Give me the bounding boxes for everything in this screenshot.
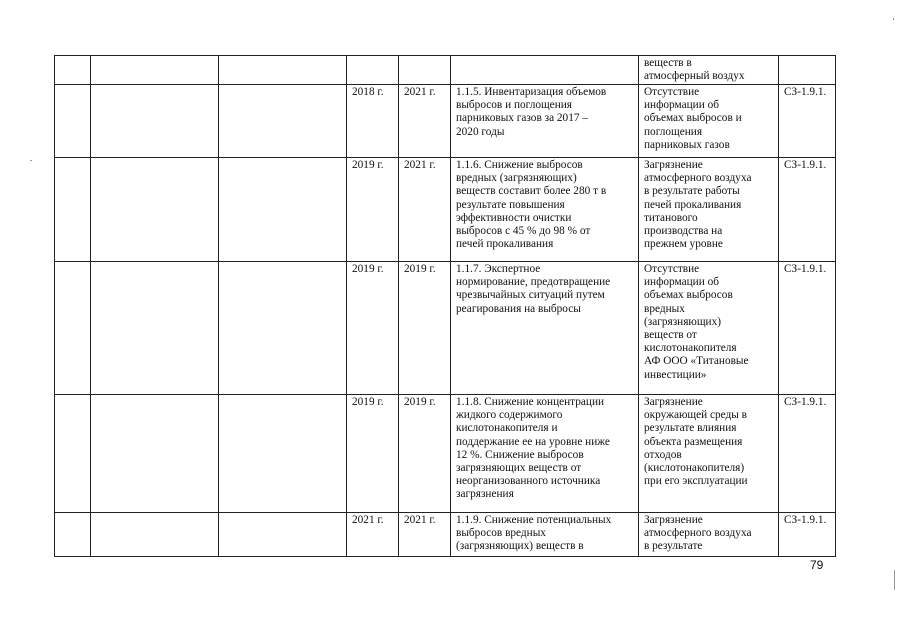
cell-problem-line: парниковых газов <box>644 138 730 151</box>
cell-measure-line: реагирования на выбросы <box>456 302 581 315</box>
cell-code: СЗ-1.9.1. <box>779 85 836 158</box>
cell-problem-line: прежнем уровне <box>644 238 723 251</box>
table-row <box>55 513 836 557</box>
scan-artifact <box>30 160 32 161</box>
cell-objective <box>91 395 219 513</box>
cell-task <box>219 56 347 85</box>
table-row <box>55 56 836 85</box>
cell-measure <box>451 56 639 85</box>
cell-problem-line: атмосферного воздуха <box>644 172 752 185</box>
cell-problem <box>639 395 779 513</box>
cell-measure-line: 1.1.8. Снижение концентрации <box>456 396 605 408</box>
cell-problem-line: веществ от <box>644 329 697 342</box>
cell-measure-line: кислотонакопителя и <box>456 422 558 435</box>
cell-measure-line: 1.1.6. Снижение выбросов <box>456 159 583 171</box>
cell-problem-line: объемах выбросов <box>644 289 733 302</box>
cell-measure-line: выбросов с 45 % до 98 % от <box>456 225 591 238</box>
cell-objective <box>91 158 219 262</box>
cell-problem-line: отходов <box>644 448 682 461</box>
cell-measure-line: результате повышения <box>456 198 565 211</box>
cell-start-year: 2018 г. <box>347 85 399 158</box>
cell-problem-line: производства на <box>644 225 723 238</box>
cell-number <box>55 262 91 395</box>
cell-problem-line: окружающей среды в <box>644 409 748 422</box>
cell-problem-line: Загрязнение <box>644 159 703 171</box>
cell-task <box>219 85 347 158</box>
cell-measure <box>451 262 639 395</box>
cell-objective <box>91 513 219 557</box>
cell-problem-line: Загрязнение <box>644 396 703 408</box>
cell-number <box>55 85 91 158</box>
table-row <box>55 395 836 513</box>
cell-start-year: 2019 г. <box>347 158 399 262</box>
cell-problem-line: веществ в <box>644 57 692 69</box>
cell-start-year: 2019 г. <box>347 395 399 513</box>
cell-problem-line: Отсутствие <box>644 263 700 275</box>
cell-measure-line: 1.1.9. Снижение потенциальных <box>456 514 612 526</box>
cell-measure-line: эффективности очистки <box>456 211 572 224</box>
cell-number <box>55 158 91 262</box>
cell-measure <box>451 513 639 557</box>
cell-problem-line: объемах выбросов и <box>644 112 742 125</box>
cell-problem <box>639 56 779 85</box>
cell-measure-line: (загрязняющих) веществ в <box>456 540 584 553</box>
cell-problem <box>639 513 779 557</box>
cell-measure-line: выбросов и поглощения <box>456 99 572 112</box>
cell-problem-line: печей прокаливания <box>644 198 742 211</box>
cell-problem-line: поглощения <box>644 125 703 138</box>
cell-measure-line: печей прокаливания <box>456 238 554 251</box>
cell-measure-line: неорганизованного источника <box>456 475 601 488</box>
cell-measure-line: загрязнения <box>456 488 514 501</box>
cell-start-year: 2019 г. <box>347 262 399 395</box>
cell-end-year: 2021 г. <box>399 513 451 557</box>
cell-problem-line: результате влияния <box>644 422 737 435</box>
cell-problem-line: Загрязнение <box>644 514 703 526</box>
cell-problem-line: титанового <box>644 211 698 224</box>
cell-code: СЗ-1.9.1. <box>779 262 836 395</box>
cell-end-year: 2019 г. <box>399 262 451 395</box>
cell-problem <box>639 158 779 262</box>
cell-problem-line: при его эксплуатации <box>644 475 748 488</box>
cell-measure-line: жидкого содержимого <box>456 409 563 422</box>
measures-table <box>54 55 836 557</box>
cell-problem-line: вредных <box>644 302 685 315</box>
scan-artifact <box>894 570 895 590</box>
cell-measure <box>451 85 639 158</box>
cell-number <box>55 56 91 85</box>
cell-problem <box>639 85 779 158</box>
cell-code: СЗ-1.9.1. <box>779 158 836 262</box>
cell-objective <box>91 85 219 158</box>
cell-start-year: 2021 г. <box>347 513 399 557</box>
cell-problem-line: информации об <box>644 99 719 112</box>
cell-problem-line: объекта размещения <box>644 435 743 448</box>
cell-end-year: 2021 г. <box>399 85 451 158</box>
cell-task <box>219 158 347 262</box>
cell-problem-line: (загрязняющих) <box>644 315 722 328</box>
cell-measure-line: выбросов вредных <box>456 527 546 540</box>
cell-task <box>219 513 347 557</box>
cell-measure <box>451 158 639 262</box>
cell-measure-line: 2020 годы <box>456 125 505 138</box>
page-number: 79 <box>810 558 824 572</box>
cell-measure-line: загрязняющих веществ от <box>456 462 582 475</box>
cell-objective <box>91 262 219 395</box>
cell-problem-line: в результате <box>644 540 703 553</box>
cell-start-year <box>347 56 399 85</box>
cell-problem-line: Отсутствие <box>644 86 700 98</box>
cell-measure-line: вредных (загрязняющих) <box>456 172 577 185</box>
cell-task <box>219 262 347 395</box>
cell-problem-line: (кислотонакопителя) <box>644 462 745 475</box>
table-row <box>55 85 836 158</box>
cell-objective <box>91 56 219 85</box>
cell-measure-line: веществ составит более 280 т в <box>456 185 607 198</box>
cell-end-year: 2019 г. <box>399 395 451 513</box>
cell-measure <box>451 395 639 513</box>
cell-problem-line: атмосферный воздух <box>644 70 745 83</box>
cell-task <box>219 395 347 513</box>
cell-code <box>779 56 836 85</box>
cell-problem-line: инвестиции» <box>644 368 707 381</box>
cell-problem-line: в результате работы <box>644 185 740 198</box>
cell-problem-line: атмосферного воздуха <box>644 527 752 540</box>
cell-measure-line: чрезвычайных ситуаций путем <box>456 289 605 302</box>
cell-measure-line: парниковых газов за 2017 – <box>456 112 588 125</box>
cell-code: СЗ-1.9.1. <box>779 395 836 513</box>
cell-problem-line: АФ ООО «Титановые <box>644 355 749 368</box>
cell-problem <box>639 262 779 395</box>
cell-measure-line: поддержание ее на уровне ниже <box>456 435 610 448</box>
cell-code: СЗ-1.9.1. <box>779 513 836 557</box>
scan-artifact <box>893 18 894 20</box>
cell-number <box>55 395 91 513</box>
table-row <box>55 158 836 262</box>
cell-end-year <box>399 56 451 85</box>
cell-measure-line: нормирование, предотвращение <box>456 276 611 289</box>
cell-problem-line: кислотонакопителя <box>644 342 737 355</box>
cell-number <box>55 513 91 557</box>
cell-measure-line: 1.1.5. Инвентаризация объемов <box>456 86 607 98</box>
cell-problem-line: информации об <box>644 276 719 289</box>
cell-measure-line: 12 %. Снижение выбросов <box>456 448 584 461</box>
cell-measure-line: 1.1.7. Экспертное <box>456 263 541 275</box>
cell-end-year: 2021 г. <box>399 158 451 262</box>
table-body <box>55 56 836 557</box>
table-row <box>55 262 836 395</box>
